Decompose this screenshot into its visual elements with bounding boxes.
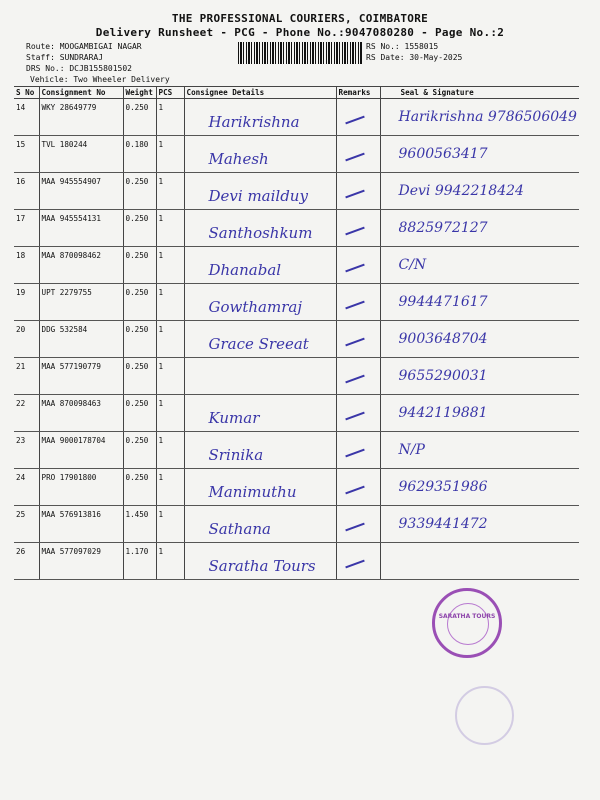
runsheet-table <box>14 86 579 633</box>
row-sno: 23 <box>14 432 39 469</box>
row-sno: 25 <box>14 506 39 543</box>
row-signature: 8825972127 <box>380 210 579 247</box>
row-weight: 0.250 <box>123 321 156 358</box>
row-sno: 18 <box>14 247 39 284</box>
row-consignment: MAA 870098462 <box>39 247 123 284</box>
row-weight: 0.250 <box>123 210 156 247</box>
row-weight: 0.250 <box>123 173 156 210</box>
row-pcs: 1 <box>156 210 184 247</box>
row-pcs: 1 <box>156 99 184 136</box>
row-consignment: DDG 532584 <box>39 321 123 358</box>
row-weight: 1.450 <box>123 506 156 543</box>
row-consignee-name: Srinika <box>184 432 336 469</box>
company-stamp <box>432 588 502 658</box>
row-sno: 24 <box>14 469 39 506</box>
row-sno: 14 <box>14 99 39 136</box>
table-row <box>14 210 579 247</box>
tick-mark <box>345 560 364 569</box>
row-consignee-name: Devi mailduy <box>184 173 336 210</box>
row-signature: 9629351986 <box>380 469 579 506</box>
row-weight: 0.250 <box>123 395 156 432</box>
tick-mark <box>345 116 364 125</box>
table-row <box>14 358 579 395</box>
table-row <box>14 136 579 173</box>
col-sno: S No <box>14 87 39 99</box>
row-signature: 9003648704 <box>380 321 579 358</box>
table-header-row <box>14 87 579 99</box>
row-remarks <box>336 469 380 506</box>
row-pcs: 1 <box>156 247 184 284</box>
row-consignment: MAA 577190779 <box>39 358 123 395</box>
table-row <box>14 432 579 469</box>
row-consignment: MAA 577097029 <box>39 543 123 580</box>
drs-number: DRS No.: DCJB155801502 <box>26 64 132 73</box>
tick-mark <box>345 153 364 162</box>
row-pcs: 1 <box>156 136 184 173</box>
col-pcs: PCS <box>156 87 184 99</box>
rs-number: RS No.: 1558015 <box>366 42 439 51</box>
row-consignment: MAA 945554907 <box>39 173 123 210</box>
col-weight: Weight <box>123 87 156 99</box>
table-row <box>14 321 579 358</box>
row-signature <box>380 543 579 580</box>
row-remarks <box>336 284 380 321</box>
row-sno: 17 <box>14 210 39 247</box>
row-consignee-name: Harikrishna <box>184 99 336 136</box>
row-signature: 9600563417 <box>380 136 579 173</box>
document-title: THE PROFESSIONAL COURIERS, COIMBATORE <box>171 12 429 25</box>
route-label: Route: MOOGAMBIGAI NAGAR <box>26 42 142 51</box>
row-remarks <box>336 99 380 136</box>
row-signature: 9442119881 <box>380 395 579 432</box>
row-consignee-name: Santhoshkum <box>184 210 336 247</box>
table-row <box>14 247 579 284</box>
row-signature: Devi 9942218424 <box>380 173 579 210</box>
tick-mark <box>345 264 364 273</box>
row-remarks <box>336 247 380 284</box>
row-remarks <box>336 395 380 432</box>
tick-mark <box>345 449 364 458</box>
row-pcs: 1 <box>156 543 184 580</box>
row-remarks <box>336 210 380 247</box>
row-signature: 9655290031 <box>380 358 579 395</box>
row-consignment: UPT 2279755 <box>39 284 123 321</box>
row-signature: 9339441472 <box>380 506 579 543</box>
staff-label: Staff: SUNDRARAJ <box>26 53 104 62</box>
row-consignment: TVL 180244 <box>39 136 123 173</box>
row-remarks <box>336 506 380 543</box>
row-signature: N/P <box>380 432 579 469</box>
document-subtitle: Delivery Runsheet - PCG - Phone No.:9047080280 - Page No.:2 <box>95 26 505 39</box>
barcode <box>238 42 362 64</box>
row-pcs: 1 <box>156 321 184 358</box>
row-consignee-name: Mahesh <box>184 136 336 173</box>
row-remarks <box>336 136 380 173</box>
table-row <box>14 284 579 321</box>
faded-stamp <box>455 686 514 745</box>
col-consignment: Consignment No <box>39 87 123 99</box>
row-weight: 0.250 <box>123 99 156 136</box>
row-weight: 0.250 <box>123 247 156 284</box>
table-row <box>14 173 579 210</box>
row-consignee-name: Sathana <box>184 506 336 543</box>
row-remarks <box>336 321 380 358</box>
row-sno: 21 <box>14 358 39 395</box>
row-consignee-name: Manimuthu <box>184 469 336 506</box>
row-consignee-name: Saratha Tours <box>184 543 336 580</box>
row-consignee-name <box>184 358 336 395</box>
row-consignment: MAA 576913816 <box>39 506 123 543</box>
row-weight: 0.250 <box>123 284 156 321</box>
col-consignee: Consignee Details <box>184 87 336 99</box>
row-signature: 9944471617 <box>380 284 579 321</box>
tick-mark <box>345 486 364 495</box>
row-remarks <box>336 432 380 469</box>
row-sno: 16 <box>14 173 39 210</box>
col-remarks: Remarks <box>336 87 380 99</box>
row-pcs: 1 <box>156 358 184 395</box>
tick-mark <box>345 227 364 236</box>
row-weight: 0.180 <box>123 136 156 173</box>
row-sno: 15 <box>14 136 39 173</box>
table-row <box>14 543 579 580</box>
row-consignee-name: Gowthamraj <box>184 284 336 321</box>
vehicle-label: Vehicle: Two Wheeler Delivery <box>30 75 170 84</box>
row-remarks <box>336 543 380 580</box>
tick-mark <box>345 412 364 421</box>
table-row <box>14 506 579 543</box>
row-pcs: 1 <box>156 173 184 210</box>
row-signature: Harikrishna 9786506049 <box>380 99 579 136</box>
row-consignment: MAA 9000178704 <box>39 432 123 469</box>
row-sno: 26 <box>14 543 39 580</box>
row-pcs: 1 <box>156 395 184 432</box>
col-seal-signature: Seal & Signature <box>380 87 579 99</box>
row-consignment: PRO 17901800 <box>39 469 123 506</box>
row-weight: 1.170 <box>123 543 156 580</box>
rs-date: RS Date: 30-May-2025 <box>366 53 463 62</box>
row-consignment: MAA 945554131 <box>39 210 123 247</box>
row-sno: 20 <box>14 321 39 358</box>
tick-mark <box>345 375 364 384</box>
stamp-text: SARATHA TOURS <box>438 613 496 620</box>
table-row <box>14 469 579 506</box>
row-weight: 0.250 <box>123 358 156 395</box>
row-pcs: 1 <box>156 284 184 321</box>
row-weight: 0.250 <box>123 469 156 506</box>
row-remarks <box>336 358 380 395</box>
row-weight: 0.250 <box>123 432 156 469</box>
row-pcs: 1 <box>156 469 184 506</box>
row-signature: C/N <box>380 247 579 284</box>
row-sno: 22 <box>14 395 39 432</box>
tick-mark <box>345 301 364 310</box>
table-row <box>14 395 579 432</box>
tick-mark <box>345 338 364 347</box>
row-consignee-name: Grace Sreeat <box>184 321 336 358</box>
tick-mark <box>345 523 364 532</box>
row-remarks <box>336 173 380 210</box>
row-pcs: 1 <box>156 432 184 469</box>
row-consignment: WKY 28649779 <box>39 99 123 136</box>
row-pcs: 1 <box>156 506 184 543</box>
row-sno: 19 <box>14 284 39 321</box>
row-consignee-name: Kumar <box>184 395 336 432</box>
row-consignment: MAA 870098463 <box>39 395 123 432</box>
table-row <box>14 99 579 136</box>
row-consignee-name: Dhanabal <box>184 247 336 284</box>
tick-mark <box>345 190 364 199</box>
